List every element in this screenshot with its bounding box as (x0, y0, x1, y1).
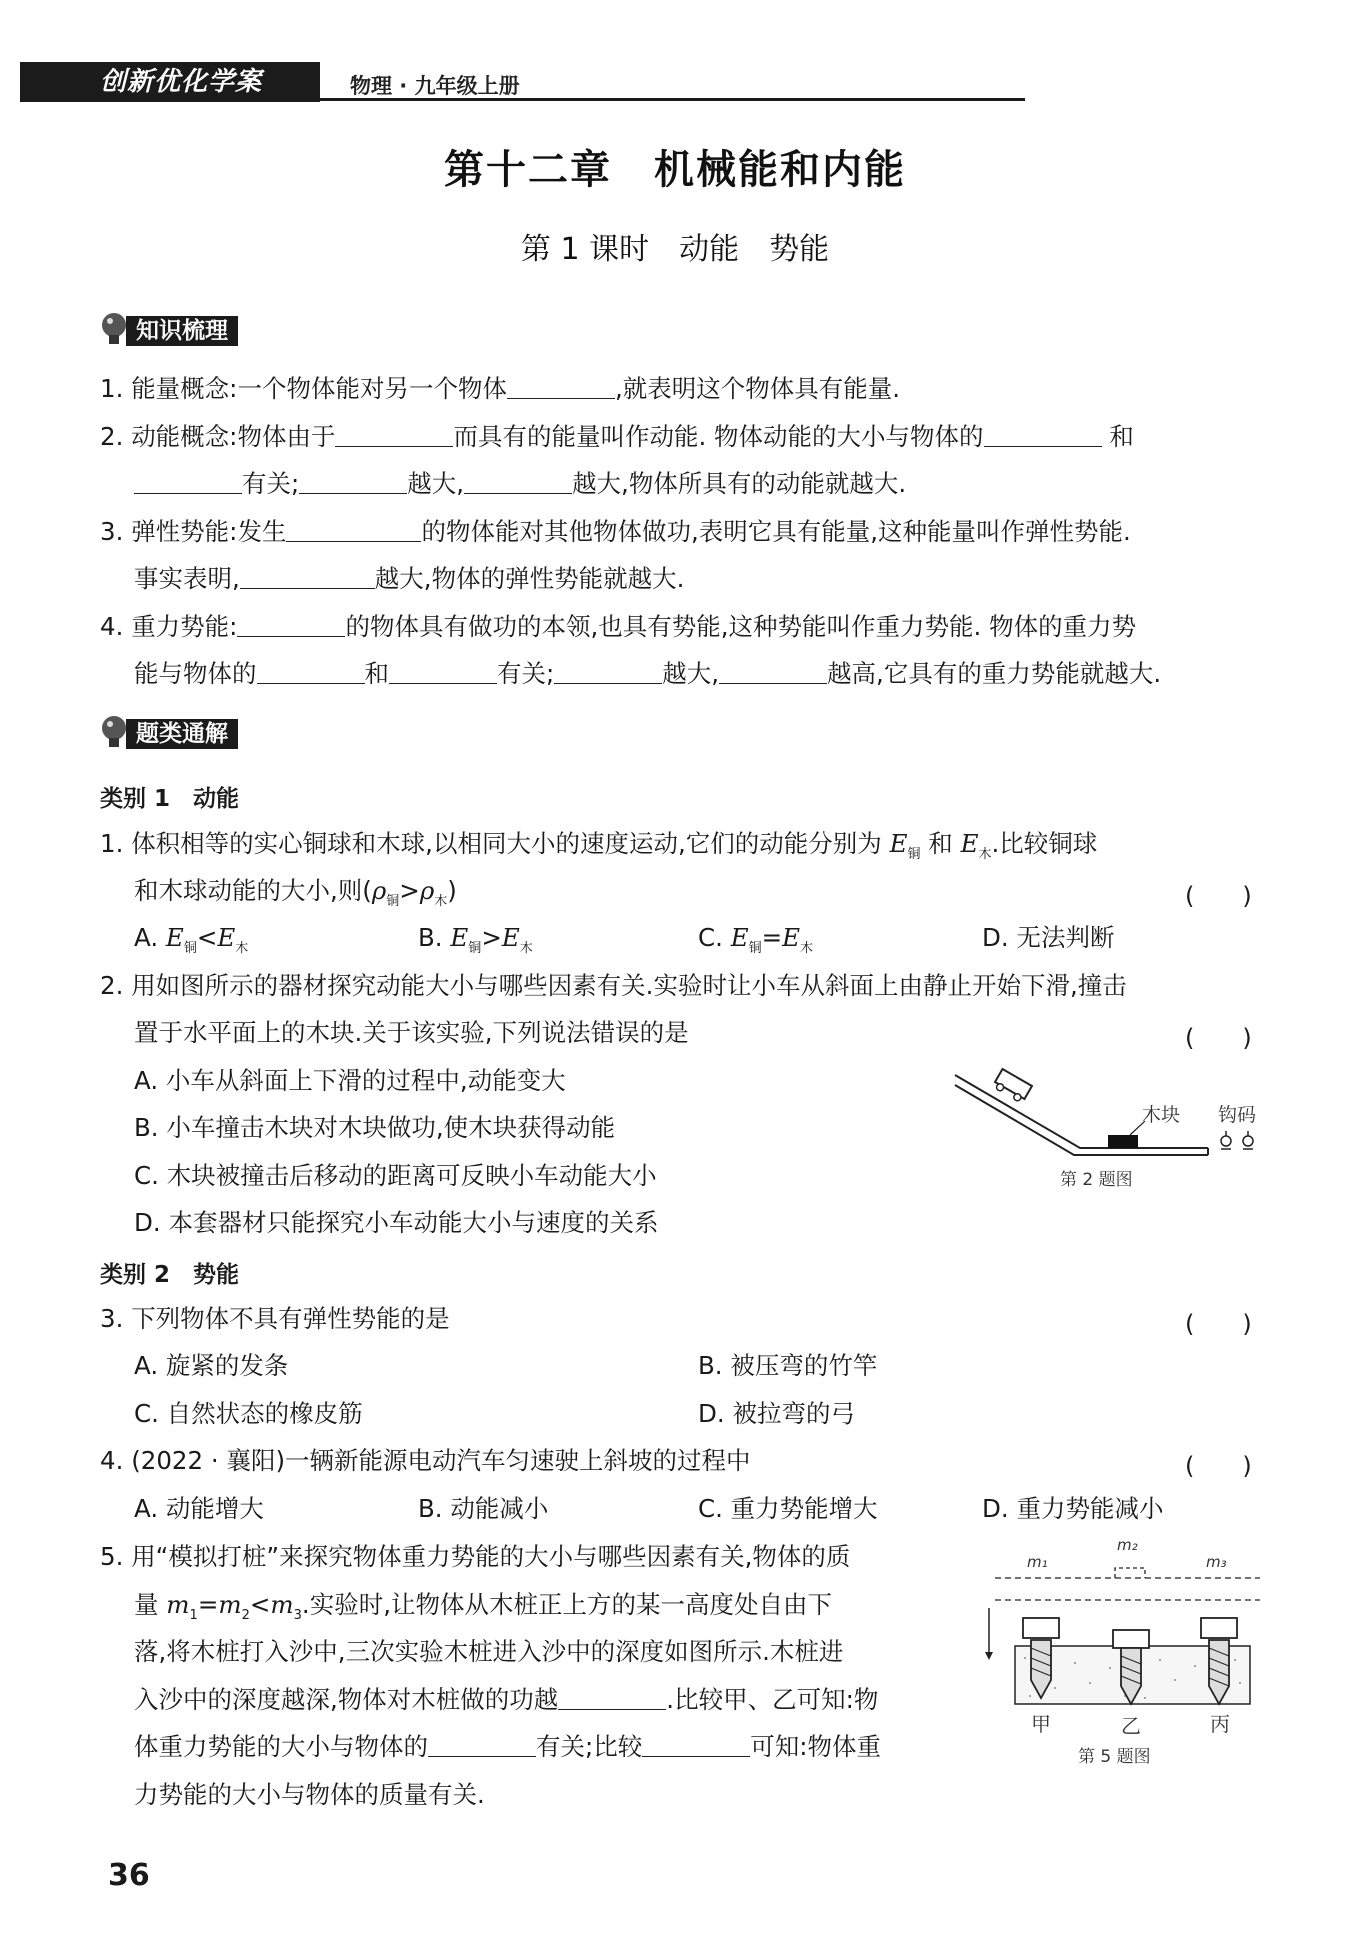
knowledge-item-3: 3. 弹性势能:发生 的物体能对其他物体做功,表明它具有能量,这种能量叫作弹性势能. (100, 517, 1131, 546)
answer-blank[interactable] (237, 614, 345, 637)
section-knowledge-label: 知识梳理 (126, 316, 238, 346)
knowledge-item-2: 2. 动能概念:物体由于 而具有的能量叫作动能. 物体动能的大小与物体的 和 (100, 422, 1134, 451)
answer-blank[interactable] (428, 1734, 536, 1757)
header-rule (320, 98, 1025, 101)
q4-option-d[interactable]: D. 重力势能减小 (982, 1494, 1164, 1523)
figure-5-caption: 第 5 题图 (1078, 1747, 1151, 1767)
q2-option-c[interactable]: C. 木块被撞击后移动的距离可反映小车动能大小 (134, 1161, 657, 1190)
question-2: 2. 用如图所示的器材探究动能大小与哪些因素有关.实验时让小车从斜面上由静止开始下滑,撞击 (100, 971, 1127, 1000)
q1-option-a[interactable]: A. $E_铜<E_木$ (134, 923, 249, 956)
brand-logo: 创新优化学案 (100, 67, 263, 97)
answer-bracket[interactable]: ( ) (1185, 1452, 1252, 1480)
figure-5-label-m3: m₃ (1206, 1553, 1227, 1571)
section-types-label: 题类通解 (126, 719, 238, 749)
question-5: 5. 用“模拟打桩”来探究物体重力势能的大小与哪些因素有关,物体的质 (100, 1542, 851, 1571)
answer-blank[interactable] (299, 471, 407, 494)
figure-5-pile-diagram (985, 1548, 1270, 1718)
question-2-cont: 置于水平面上的木块.关于该实验,下列说法错误的是 (134, 1018, 689, 1047)
answer-blank[interactable] (240, 566, 375, 589)
figure-2-weights-label: 钩码 (1218, 1104, 1257, 1126)
answer-blank[interactable] (335, 424, 453, 447)
answer-blank[interactable] (389, 661, 497, 684)
question-5-line-3: 落,将木桩打入沙中,三次实验木桩进入沙中的深度如图所示.木桩进 (134, 1637, 844, 1666)
cart-shape (992, 1069, 1032, 1104)
answer-bracket[interactable]: ( ) (1185, 1310, 1252, 1338)
question-5-line-4: 入沙中的深度越深,物体对木桩做的功越 .比较甲、乙可知:物 (134, 1685, 879, 1714)
q3-option-a[interactable]: A. 旋紧的发条 (134, 1351, 289, 1380)
subject-label: 物理 · 九年级上册 (350, 74, 520, 98)
figure-5-label-bing: 丙 (1210, 1712, 1230, 1736)
lesson-title: 第 1 课时 动能 势能 (520, 232, 830, 267)
question-5-line-2: 量 $m_1=m_2<m_3$.实验时,让物体从木桩正上方的某一高度处自由下 (134, 1590, 832, 1623)
question-5-line-5: 体重力势能的大小与物体的 有关;比较 可知:物体重 (134, 1732, 882, 1761)
knowledge-item-1: 1. 能量概念:一个物体能对另一个物体 ,就表明这个物体具有能量. (100, 374, 901, 403)
knowledge-item-4: 4. 重力势能: 的物体具有做功的本领,也具有势能,这种势能叫作重力势能. 物体的重力势 (100, 612, 1137, 641)
q1-option-b[interactable]: B. $E_铜>E_木$ (418, 923, 533, 956)
weights-icon (1221, 1131, 1253, 1149)
answer-blank[interactable] (257, 661, 365, 684)
answer-blank[interactable] (554, 661, 662, 684)
q4-option-c[interactable]: C. 重力势能增大 (698, 1494, 878, 1523)
figure-2-block-label: 木块 (1142, 1104, 1181, 1126)
answer-bracket[interactable]: ( ) (1185, 882, 1252, 910)
answer-bracket[interactable]: ( ) (1185, 1024, 1252, 1052)
answer-blank[interactable] (464, 471, 572, 494)
q2-option-a[interactable]: A. 小车从斜面上下滑的过程中,动能变大 (134, 1066, 566, 1095)
figure-5-label-jia: 甲 (1031, 1712, 1051, 1736)
question-4: 4. (2022 · 襄阳)一辆新能源电动汽车匀速驶上斜坡的过程中 (100, 1446, 751, 1475)
question-5-line-6: 力势能的大小与物体的质量有关. (134, 1780, 485, 1809)
answer-blank[interactable] (558, 1687, 666, 1710)
figure-5-label-m1: m₁ (1027, 1553, 1048, 1571)
q3-option-d[interactable]: D. 被拉弯的弓 (698, 1399, 855, 1428)
knowledge-item-4-cont: 能与物体的 和 有关; 越大, 越高,它具有的重力势能就越大. (134, 659, 1162, 688)
answer-blank[interactable] (719, 661, 827, 684)
knowledge-item-3-cont: 事实表明, 越大,物体的弹性势能就越大. (134, 564, 685, 593)
weight-m3 (1201, 1618, 1237, 1638)
weight-m2 (1113, 1630, 1149, 1648)
page-number: 36 (108, 1858, 150, 1893)
weight-m1 (1023, 1618, 1059, 1638)
q3-option-b[interactable]: B. 被压弯的竹竿 (698, 1351, 878, 1380)
question-1-cont: 和木球动能的大小,则$(\rho_铜>\rho_木)$ (134, 876, 457, 909)
chapter-title: 第十二章 机械能和内能 (444, 147, 906, 193)
figure-5-label-m2: m₂ (1117, 1536, 1138, 1554)
category-2-heading: 类别 2 势能 (100, 1262, 240, 1288)
q3-option-c[interactable]: C. 自然状态的橡皮筋 (134, 1399, 363, 1428)
wood-block (1108, 1135, 1138, 1148)
question-1: 1. 体积相等的实心铜球和木球,以相同大小的速度运动,它们的动能分别为 $E_铜$ 和 $E_木$.比较铜球 (100, 829, 1098, 862)
answer-blank[interactable] (286, 519, 421, 542)
q1-option-d[interactable]: D. 无法判断 (982, 923, 1115, 952)
figure-2-caption: 第 2 题图 (1060, 1170, 1133, 1190)
answer-blank[interactable] (134, 471, 242, 494)
category-1-heading: 类别 1 动能 (100, 786, 240, 812)
q4-option-b[interactable]: B. 动能减小 (418, 1494, 549, 1523)
answer-blank[interactable] (642, 1734, 750, 1757)
figure-5-label-yi: 乙 (1121, 1714, 1141, 1738)
q1-option-c[interactable]: C. $E_铜=E_木$ (698, 923, 814, 956)
q2-option-d[interactable]: D. 本套器材只能探究小车动能大小与速度的关系 (134, 1208, 659, 1237)
knowledge-item-2-cont: 有关; 越大, 越大,物体所具有的动能就越大. (134, 467, 906, 501)
q2-option-b[interactable]: B. 小车撞击木块对木块做功,使木块获得动能 (134, 1113, 616, 1142)
question-3: 3. 下列物体不具有弹性势能的是 (100, 1304, 450, 1333)
answer-blank[interactable] (507, 376, 615, 399)
q4-option-a[interactable]: A. 动能增大 (134, 1494, 264, 1523)
answer-blank[interactable] (984, 424, 1102, 447)
